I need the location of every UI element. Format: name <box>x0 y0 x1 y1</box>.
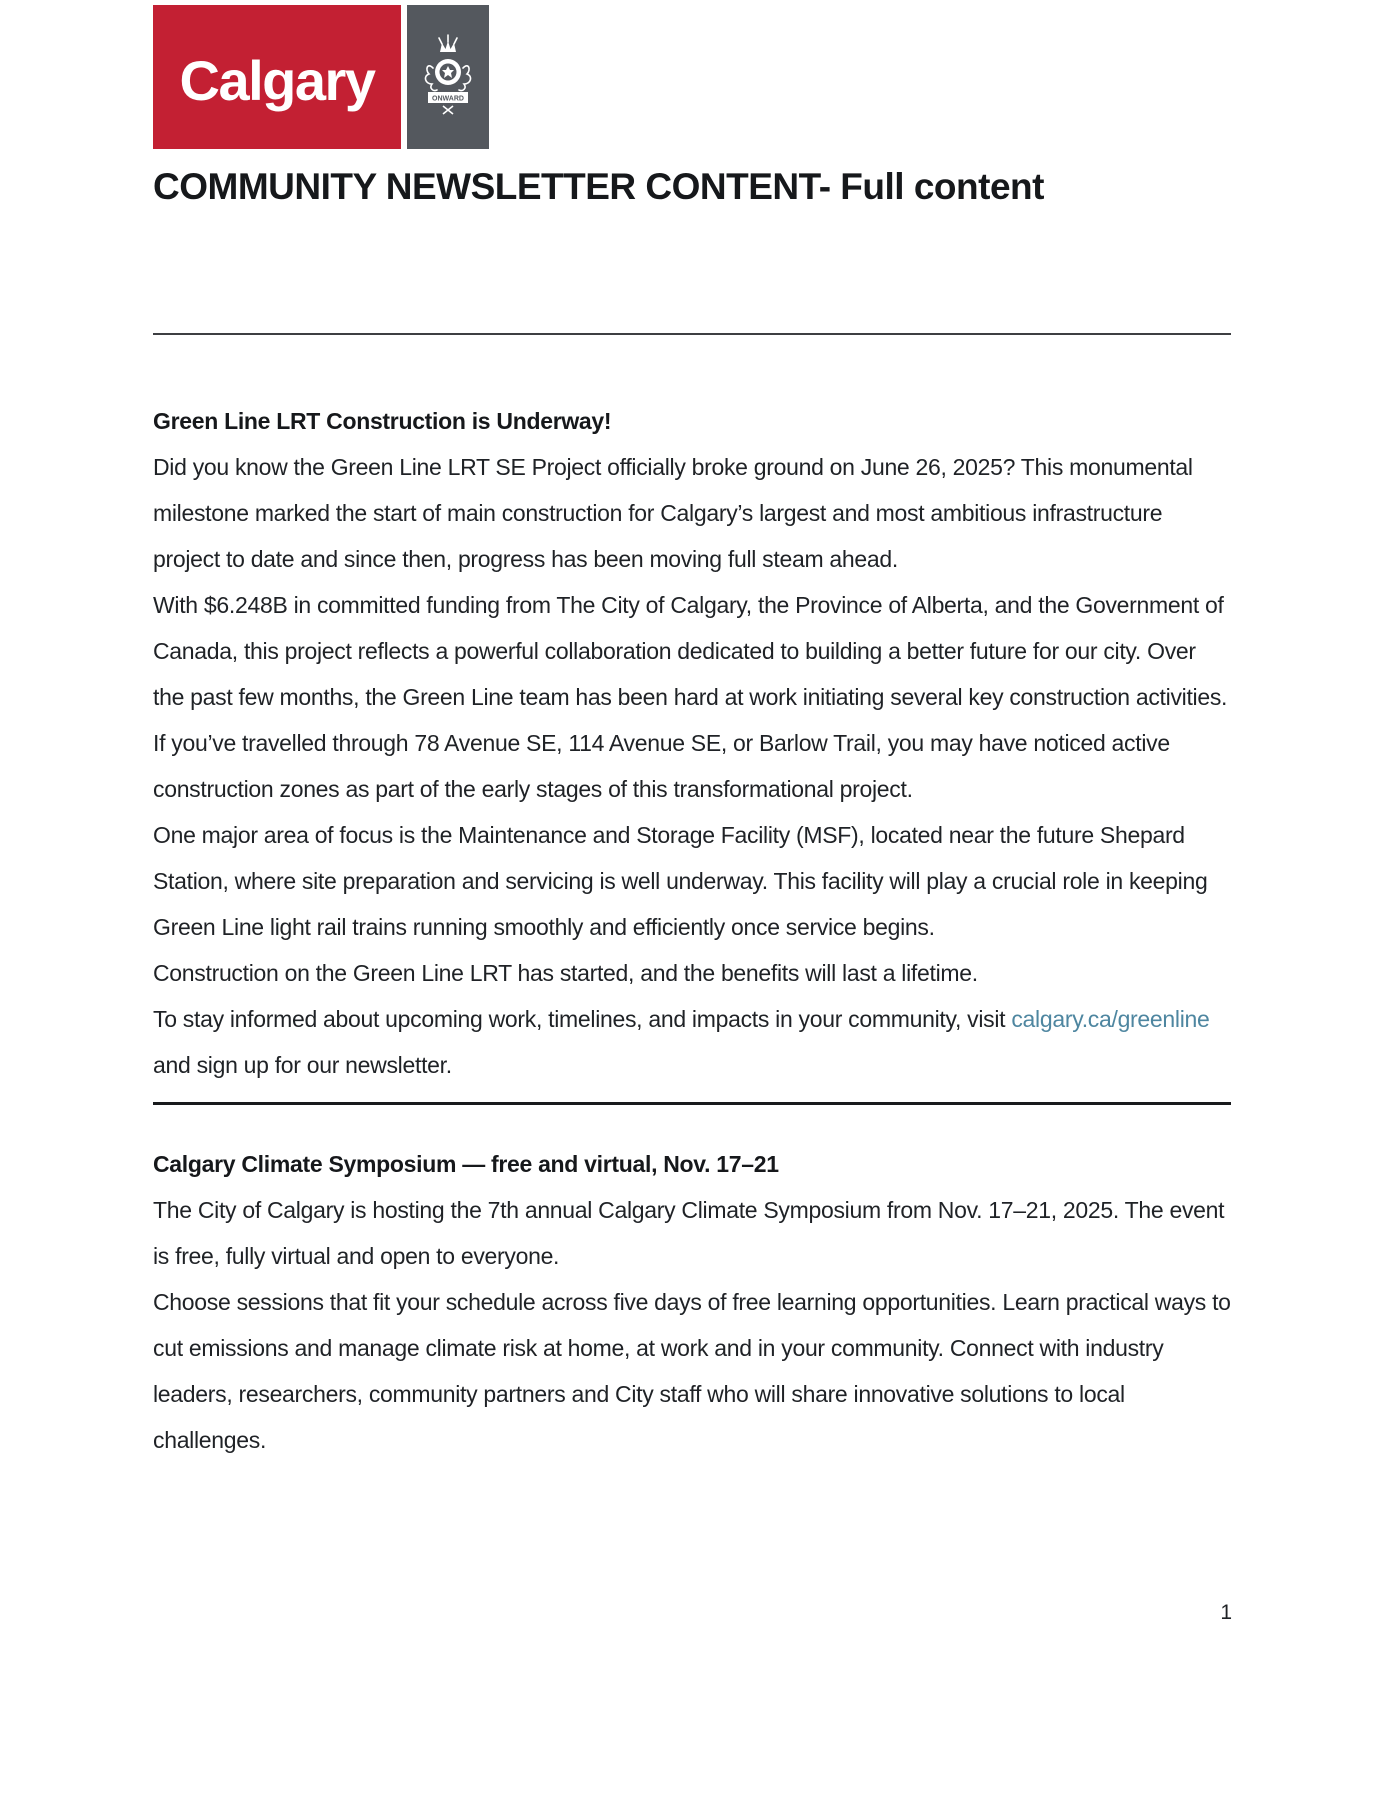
header-divider <box>153 333 1231 335</box>
section-heading-climate-symposium: Calgary Climate Symposium — free and virtual, Nov. 17–21 <box>153 1151 779 1177</box>
calgary-crest-icon <box>419 34 477 120</box>
paragraph: Did you know the Green Line LRT SE Project officially broke ground on June 26, 2025? This monumental milestone marked the start of main construction for Calgary’s largest and most ambitious infrastructure project to date and since then, progress has been moving full steam ahead. <box>153 454 1193 572</box>
crest-motto-text: ONWARD <box>432 95 464 103</box>
calgary-wordmark-block <box>153 5 401 149</box>
greenline-link[interactable]: calgary.ca/greenline <box>1011 1006 1210 1032</box>
closing-text-before: To stay informed about upcoming work, timelines, and impacts in your community, visit <box>153 1006 1012 1032</box>
page-number: 1 <box>1220 1601 1232 1624</box>
paragraph: Choose sessions that fit your schedule across five days of free learning opportunities. Learn practical ways to cut emissions and manage climate risk at home, at work and in your community. Connect with industry leaders, researchers, community partners and City staff who will share innovative solutions to local challenges. <box>153 1289 1231 1453</box>
calgary-crest-block <box>407 5 489 149</box>
calgary-wordmark: Calgary <box>179 49 375 112</box>
page-title: COMMUNITY NEWSLETTER CONTENT- Full content <box>153 166 1044 207</box>
content-column <box>153 0 1231 1463</box>
paragraph: The City of Calgary is hosting the 7th annual Calgary Climate Symposium from Nov. 17–21, 2025. The event is free, fully virtual and open to everyone. <box>153 1197 1225 1269</box>
section-heading-green-line: Green Line LRT Construction is Underway! <box>153 408 612 434</box>
city-of-calgary-logo <box>153 5 1231 149</box>
paragraph: With $6.248B in committed funding from The City of Calgary, the Province of Alberta, and the Government of Canada, this project reflects a powerful collaboration dedicated to building a better future for our city. Over the past few months, the Green Line team has been hard at work initiating several key construction activities. If you’ve travelled through 78 Avenue SE, 114 Avenue SE, or Barlow Trail, you may have noticed active construction zones as part of the early stages of this transformational project. <box>153 592 1228 802</box>
section-divider <box>153 1102 1231 1105</box>
paragraph: One major area of focus is the Maintenance and Storage Facility (MSF), located near the future Shepard Station, where site preparation and servicing is well underway. This facility will play a crucial role in keeping Green Line light rail trains running smoothly and efficiently once service begins. <box>153 822 1208 940</box>
paragraph: Construction on the Green Line LRT has started, and the benefits will last a lifetime. <box>153 960 978 986</box>
paragraph-with-link <box>153 996 1231 1088</box>
closing-text-after: and sign up for our newsletter. <box>153 1052 452 1078</box>
